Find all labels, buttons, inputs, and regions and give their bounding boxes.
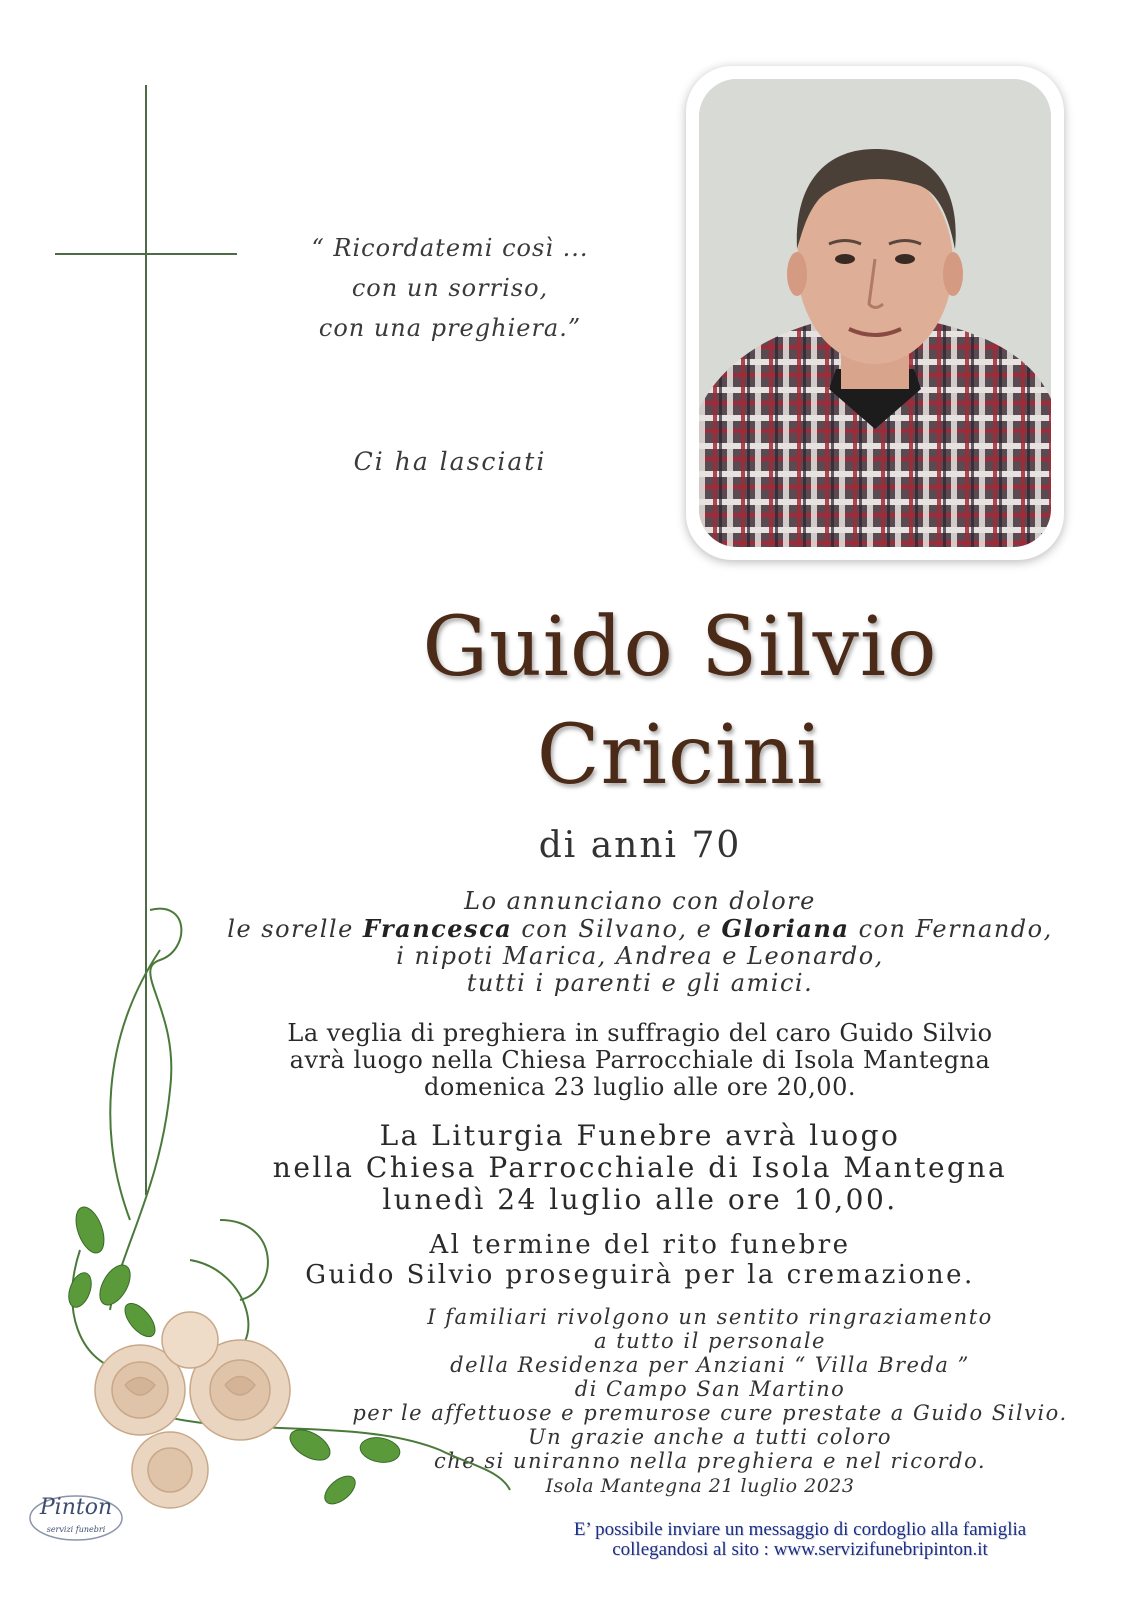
memorial-quote (270, 228, 630, 348)
portrait-photo (699, 79, 1051, 547)
quote-line: con un sorriso, (351, 274, 549, 302)
announcement-text: con Fernando, (849, 915, 1053, 943)
intro-text: Ci ha lasciati (353, 447, 547, 476)
website-link[interactable]: www.servizifunebripinton.it (773, 1539, 988, 1560)
thanks-line: I familiari rivolgono un sentito ringraziamento (427, 1305, 993, 1329)
sister-name: Francesca (362, 914, 513, 943)
quote-line: con una preghiera.” (318, 314, 582, 342)
cross-horizontal-bar (55, 253, 237, 255)
thanks-line: che si uniranno nella preghiera e nel ricordo. (433, 1449, 987, 1473)
condolence-line: E’ possibile inviare un messaggio di cordoglio alla famiglia (573, 1519, 1027, 1540)
condolence-line (500, 1540, 1100, 1560)
thanks-line: a tutto il personale (594, 1329, 826, 1353)
condolence-text: collegandosi al sito : (612, 1539, 774, 1560)
portrait-icon (699, 79, 1051, 547)
announcement-line: i nipoti Marica, Andrea e Leonardo, (396, 942, 884, 970)
cremation-line: Al termine del rito funebre (429, 1230, 851, 1260)
thanks-line: della Residenza per Anziani “ Villa Breda ” (450, 1353, 970, 1377)
deceased-age: di anni 70 (538, 825, 742, 866)
thanks-line: Un grazie anche a tutti coloro (527, 1425, 893, 1449)
announcement-line: Lo annunciano con dolore (464, 887, 816, 915)
condolence-note (500, 1520, 1100, 1560)
logo-subtitle: servizi funebri (46, 1525, 106, 1534)
rose-decoration-icon (40, 890, 520, 1540)
vigil-line: La veglia di preghiera in suffragio del caro Guido Silvio (287, 1019, 993, 1047)
funeral-line: La Liturgia Funebre avrà luogo (379, 1119, 901, 1152)
logo-text: Pinton (39, 1495, 113, 1520)
cremation-line: Guido Silvio proseguirà per la cremazione. (305, 1260, 975, 1290)
sister-name: Gloriana (721, 914, 850, 943)
funeral-line: nella Chiesa Parrocchiale di Isola Mantegna (272, 1151, 1008, 1184)
thanks-line: di Campo San Martino (574, 1377, 846, 1401)
announcement-text: con Silvano, e (512, 915, 722, 943)
vigil-line: domenica 23 luglio alle ore 20,00. (424, 1073, 856, 1101)
deceased-name-last: Cricini (536, 708, 824, 803)
vigil-line: avrà luogo nella Chiesa Parrocchiale di Isola Mantegna (289, 1046, 991, 1074)
deceased-name-first: Guido Silvio (422, 600, 938, 695)
thanks-line: per le affettuose e premurose cure prestate a Guido Silvio. (352, 1401, 1068, 1425)
announcement-text: le sorelle (227, 915, 363, 943)
funeral-line: lunedì 24 luglio alle ore 10,00. (382, 1183, 898, 1216)
quote-line: “ Ricordatemi così ... (311, 234, 589, 262)
place-date: Isola Mantegna 21 luglio 2023 (545, 1475, 855, 1497)
announcement-line: tutti i parenti e gli amici. (466, 969, 814, 997)
